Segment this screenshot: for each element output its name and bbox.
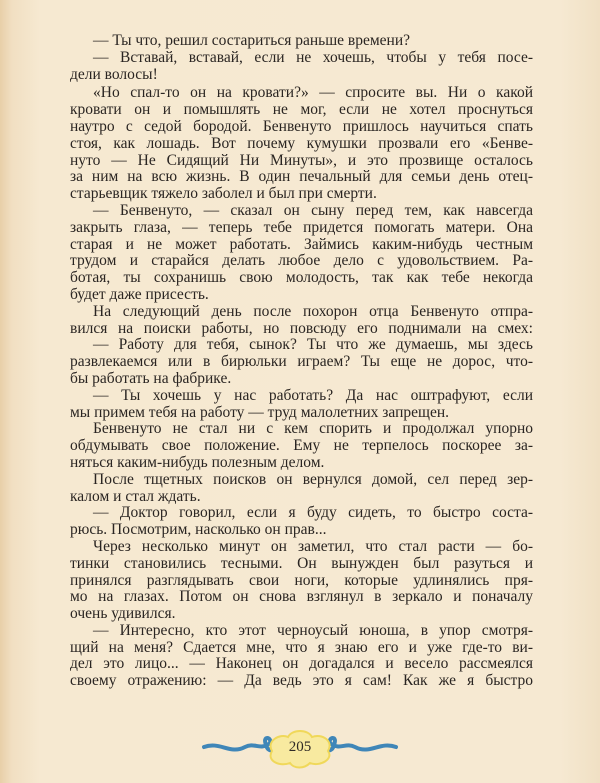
text-line: наутро с седой бородой. Бенвенуто пришлось научиться спать bbox=[70, 117, 533, 135]
text-line: — Ты что, решил состариться раньше времени? bbox=[93, 32, 410, 49]
text-line: — Ты хочешь у нас работать? Да нас оштрафуют, если bbox=[93, 386, 533, 404]
text-line: рюсь. Посмотрим, насколько он прав... bbox=[70, 521, 327, 539]
page-number-ornament bbox=[200, 725, 400, 773]
body-text bbox=[70, 33, 533, 690]
text-line: бы работать на фабрике. bbox=[70, 369, 232, 387]
page-number: 205 bbox=[288, 739, 312, 755]
text-line: щий на меня? Сдается мне, что я знаю его и уже где-то ви- bbox=[70, 638, 533, 656]
text-line: ботая, ты сохранишь свою молодость, так как тебе некогда bbox=[70, 269, 533, 287]
text-line: своему отражению: — Да ведь это я сам! Как же я быстро bbox=[70, 672, 533, 690]
text-line: развлекаемся или в бирюльки играем? Ты еще не дорос, что- bbox=[70, 353, 533, 371]
text-line: закрыть глаза, — теперь тебе придется помогать матери. Она bbox=[70, 218, 533, 236]
text-line: — Интересно, кто этот черноусый юноша, в упор смотря- bbox=[93, 621, 533, 639]
text-line: Бенвенуто не стал ни с кем спорить и продолжал упорно bbox=[93, 420, 533, 438]
text-line: — Бенвенуто, — сказал он сыну перед тем, как навсегда bbox=[93, 201, 533, 219]
text-line: «Но спал-то он на кровати?» — спросите вы. Ни о какой bbox=[93, 84, 533, 102]
text-line: На следующий день после похорон отца Бенвенуто отпра- bbox=[93, 302, 533, 320]
text-line: нуто — Не Сидящий Ни Минуты», и это прозвище осталось bbox=[70, 151, 533, 169]
text-line: — Работу для тебя, сынок? Ты что же думаешь, мы здесь bbox=[93, 336, 533, 354]
text-line: Через несколько минут он заметил, что стал расти — бо- bbox=[93, 537, 533, 555]
text-line: старая и не может работать. Займись каким-нибудь честным bbox=[70, 235, 533, 253]
text-line: мо на глазах. Потом он снова взглянул в зеркало и поначалу bbox=[70, 588, 533, 606]
text-line: После тщетных поисков он вернулся домой, сел перед зер- bbox=[93, 470, 533, 488]
text-line: кровати он и помышлять не мог, если не хотел проснуться bbox=[70, 101, 533, 119]
text-line: стоя, как лошадь. Вот почему кумушки прозвали его «Бенве- bbox=[70, 134, 533, 152]
text-line: очень удивился. bbox=[70, 605, 176, 623]
text-line: дел это лицо... — Наконец он догадался и весело рассмеялся bbox=[70, 655, 533, 673]
text-line: принялся разглядывать свои ноги, которые удлинялись пря- bbox=[70, 571, 533, 589]
text-line: старьевщик тяжело заболел и был при смерти. bbox=[70, 185, 377, 203]
text-line: — Доктор говорил, если я буду сидеть, то быстро соста- bbox=[93, 504, 533, 522]
text-line: — Вставай, вставай, если не хочешь, чтобы у тебя посе- bbox=[93, 48, 533, 66]
text-line: тинки становились тесными. Он вынужден был разуться и bbox=[70, 554, 533, 572]
text-line: за ним на всю жизнь. В один печальный для семьи день отец- bbox=[70, 168, 533, 186]
text-line: калом и стал ждать. bbox=[70, 487, 201, 505]
text-line: будет даже присесть. bbox=[70, 285, 209, 303]
text-line: мы примем тебя на работу — труд малолетних запрещен. bbox=[70, 403, 450, 421]
text-line: обдумывать свое положение. Ему не терпелось поскорее за- bbox=[70, 437, 533, 455]
text-line: трудом и старайся делать любое дело с удовольствием. Ра- bbox=[70, 252, 533, 270]
text-line: вился на поиски работы, но повсюду его поднимали на смех: bbox=[70, 319, 533, 337]
text-line: дели волосы! bbox=[70, 65, 158, 83]
text-line: няться каким-нибудь полезным делом. bbox=[70, 453, 325, 471]
